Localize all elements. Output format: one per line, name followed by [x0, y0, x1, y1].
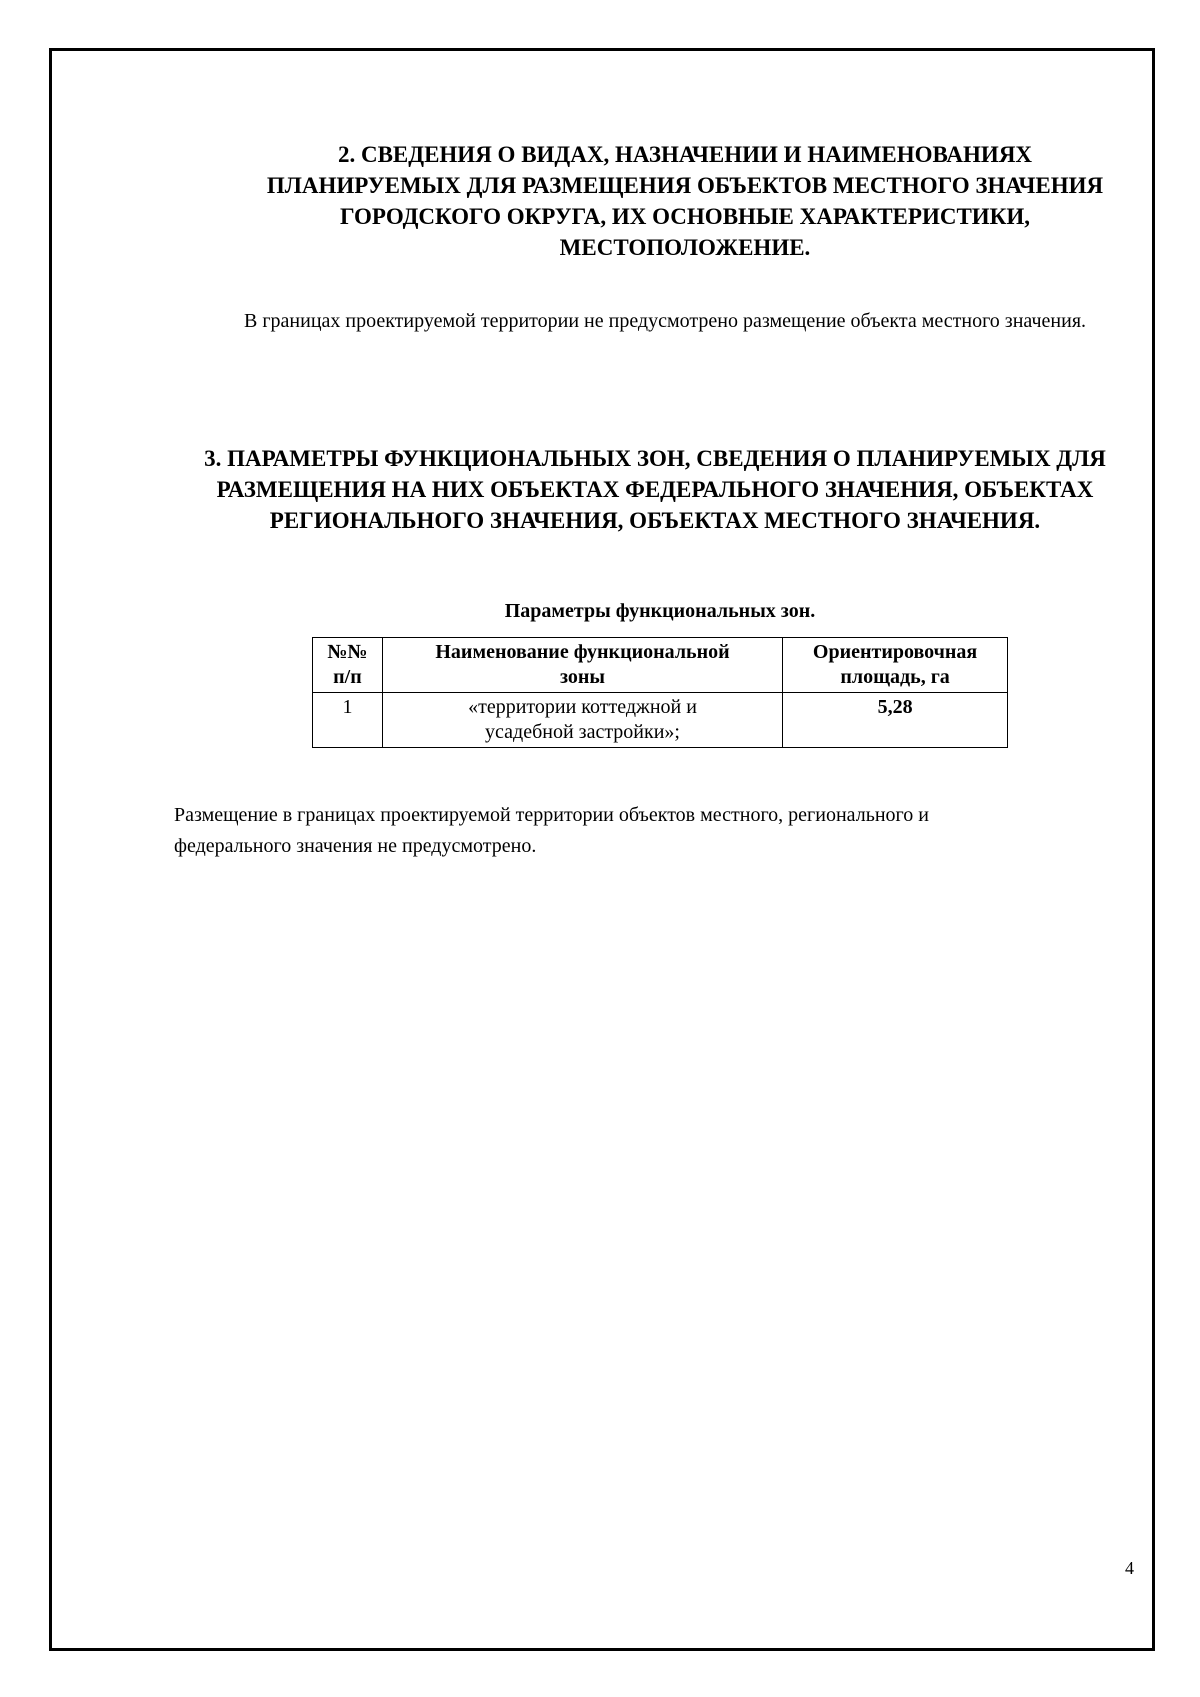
section-2-heading-line: ГОРОДСКОГО ОКРУГА, ИХ ОСНОВНЫЕ ХАРАКТЕРИСТИКИ, [339, 204, 1030, 229]
section-3-heading [170, 443, 1140, 536]
header-zone-name-line: Наименование функциональной [435, 641, 730, 663]
table-header-row [313, 638, 1008, 693]
header-area-line: Ориентировочная [812, 641, 978, 663]
section-3-paragraph-line: Размещение в границах проектируемой территории объектов местного, регионального и [174, 804, 929, 826]
row-zone-name-cell [382, 693, 782, 748]
row-area-cell: 5,28 [783, 693, 1008, 748]
section-2-heading-line: ПЛАНИРУЕМЫХ ДЛЯ РАЗМЕЩЕНИЯ ОБЪЕКТОВ МЕСТНОГО ЗНАЧЕНИЯ [266, 173, 1104, 198]
row-zone-name-line: «территории коттеджной и [468, 696, 697, 718]
page-number: 4 [1125, 1558, 1134, 1578]
section-3-heading-line: РАЗМЕЩЕНИЯ НА НИХ ОБЪЕКТАХ ФЕДЕРАЛЬНОГО ЗНАЧЕНИЯ, ОБЪЕКТАХ [216, 477, 1094, 502]
section-2-paragraph: В границах проектируемой территории не предусмотрено размещение объекта местного значения. [244, 310, 1087, 332]
row-zone-name-line: усадебной застройки»; [485, 721, 680, 743]
section-3-paragraph-line: федерального значения не предусмотрено. [174, 835, 537, 857]
section-3-heading-line: РЕГИОНАЛЬНОГО ЗНАЧЕНИЯ, ОБЪЕКТАХ МЕСТНОГО ЗНАЧЕНИЯ. [269, 508, 1041, 533]
header-zone-name-line: зоны [559, 666, 606, 688]
functional-zones-table [312, 637, 1008, 748]
section-2-heading-line: МЕСТОПОЛОЖЕНИЕ. [559, 235, 811, 260]
section-3-paragraph [174, 800, 1148, 862]
section-2-heading [230, 139, 1140, 263]
section-2-heading-line: 2. СВЕДЕНИЯ О ВИДАХ, НАЗНАЧЕНИИ И НАИМЕНОВАНИЯХ [337, 142, 1033, 167]
header-area-line: площадь, га [840, 666, 950, 688]
row-number-cell: 1 [313, 693, 383, 748]
header-number [313, 638, 383, 693]
section-3-heading-line: 3. ПАРАМЕТРЫ ФУНКЦИОНАЛЬНЫХ ЗОН, СВЕДЕНИЯ О ПЛАНИРУЕМЫХ ДЛЯ [204, 446, 1106, 471]
table-title: Параметры функциональных зон. [504, 600, 816, 622]
header-area [783, 638, 1008, 693]
header-zone-name [382, 638, 782, 693]
header-number-line: №№ [327, 641, 368, 663]
table-row [313, 693, 1008, 748]
header-number-line: п/п [333, 666, 362, 688]
